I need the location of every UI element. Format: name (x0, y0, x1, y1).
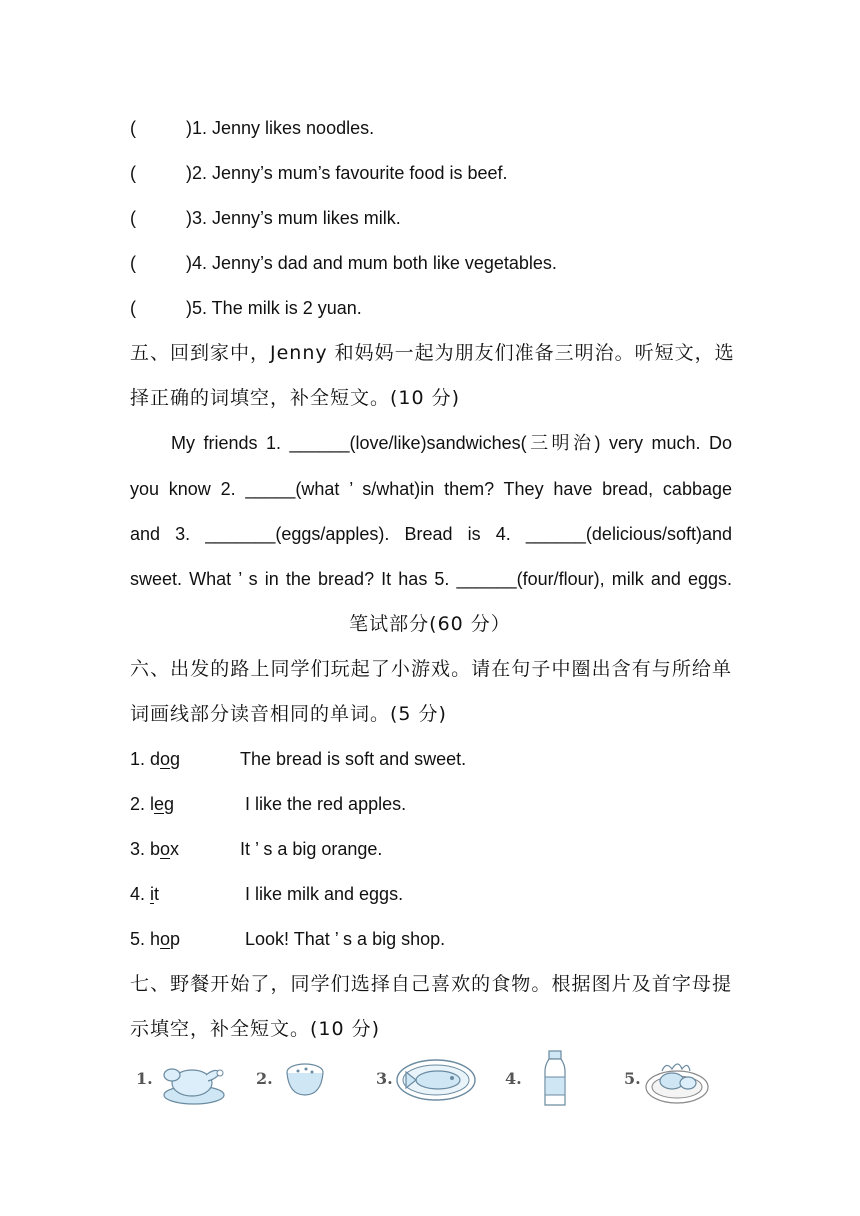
section6-title-line1: 六、出发的路上同学们玩起了小游戏。请在句子中圈出含有与所给单 (130, 658, 732, 680)
section5-para-line4: sweet. What ’ s in the bread? It has 5. ______(four/flour), milk and eggs. (130, 569, 732, 589)
phonics-item-1: 1. dog The bread is soft and sweet. (130, 749, 467, 769)
phonics-item-3: 3. box It ’ s a big orange. (130, 839, 383, 859)
phonics-item-2: 2. leg I like the red apples. (130, 794, 407, 814)
section5-para-line3: and 3. _______(eggs/apples). Bread is 4. ______(delicious/soft)and (130, 524, 732, 544)
picture-number-2: 2. (256, 1069, 273, 1088)
picture-number-3: 3. (376, 1069, 393, 1088)
tf-item-3: ( )3. Jenny’s mum likes milk. (130, 208, 401, 228)
section7-title-line1: 七、野餐开始了，同学们选择自己喜欢的食物。根据图片及首字母提 (130, 973, 732, 995)
picture-number-4: 4. (505, 1069, 522, 1088)
tf-item-4: ( )4. Jenny’s dad and mum both like vegetables. (130, 253, 557, 273)
section6-title-line2: 词画线部分读音相同的单词。(5 分) (130, 703, 447, 725)
section5-para-line1: My friends 1. ______(love/like)sandwiches(三明治) very much. Do (171, 433, 732, 453)
phonics-item-5: 5. hop Look! That ’ s a big shop. (130, 929, 446, 949)
roast-chicken-icon (156, 1045, 226, 1115)
section5-title-line1: 五、回到家中，Jenny 和妈妈一起为朋友们准备三明治。听短文，选 (130, 342, 735, 364)
phonics-item-4: 4. it I like milk and eggs. (130, 884, 404, 904)
rice-bowl-icon (280, 1045, 330, 1115)
section5-title-line2: 择正确的词填空，补全短文。(10 分) (130, 387, 461, 409)
food-pictures (130, 1045, 730, 1115)
tf-item-1: ( )1. Jenny likes noodles. (130, 118, 375, 138)
vegetables-plate-icon (642, 1045, 712, 1115)
written-section-header: 笔试部分(60 分） (349, 613, 511, 635)
section7-title-line2: 示填空，补全短文。(10 分) (130, 1018, 381, 1040)
fish-plate-icon (394, 1045, 478, 1115)
section5-para-line2: you know 2. _____(what ’ s/what)in them? They have bread, cabbage (130, 479, 732, 499)
picture-number-1: 1. (136, 1069, 153, 1088)
picture-number-5: 5. (624, 1069, 641, 1088)
tf-item-5: ( )5. The milk is 2 yuan. (130, 298, 362, 318)
milk-bottle-icon (540, 1045, 570, 1115)
tf-item-2: ( )2. Jenny’s mum’s favourite food is beef. (130, 163, 508, 183)
